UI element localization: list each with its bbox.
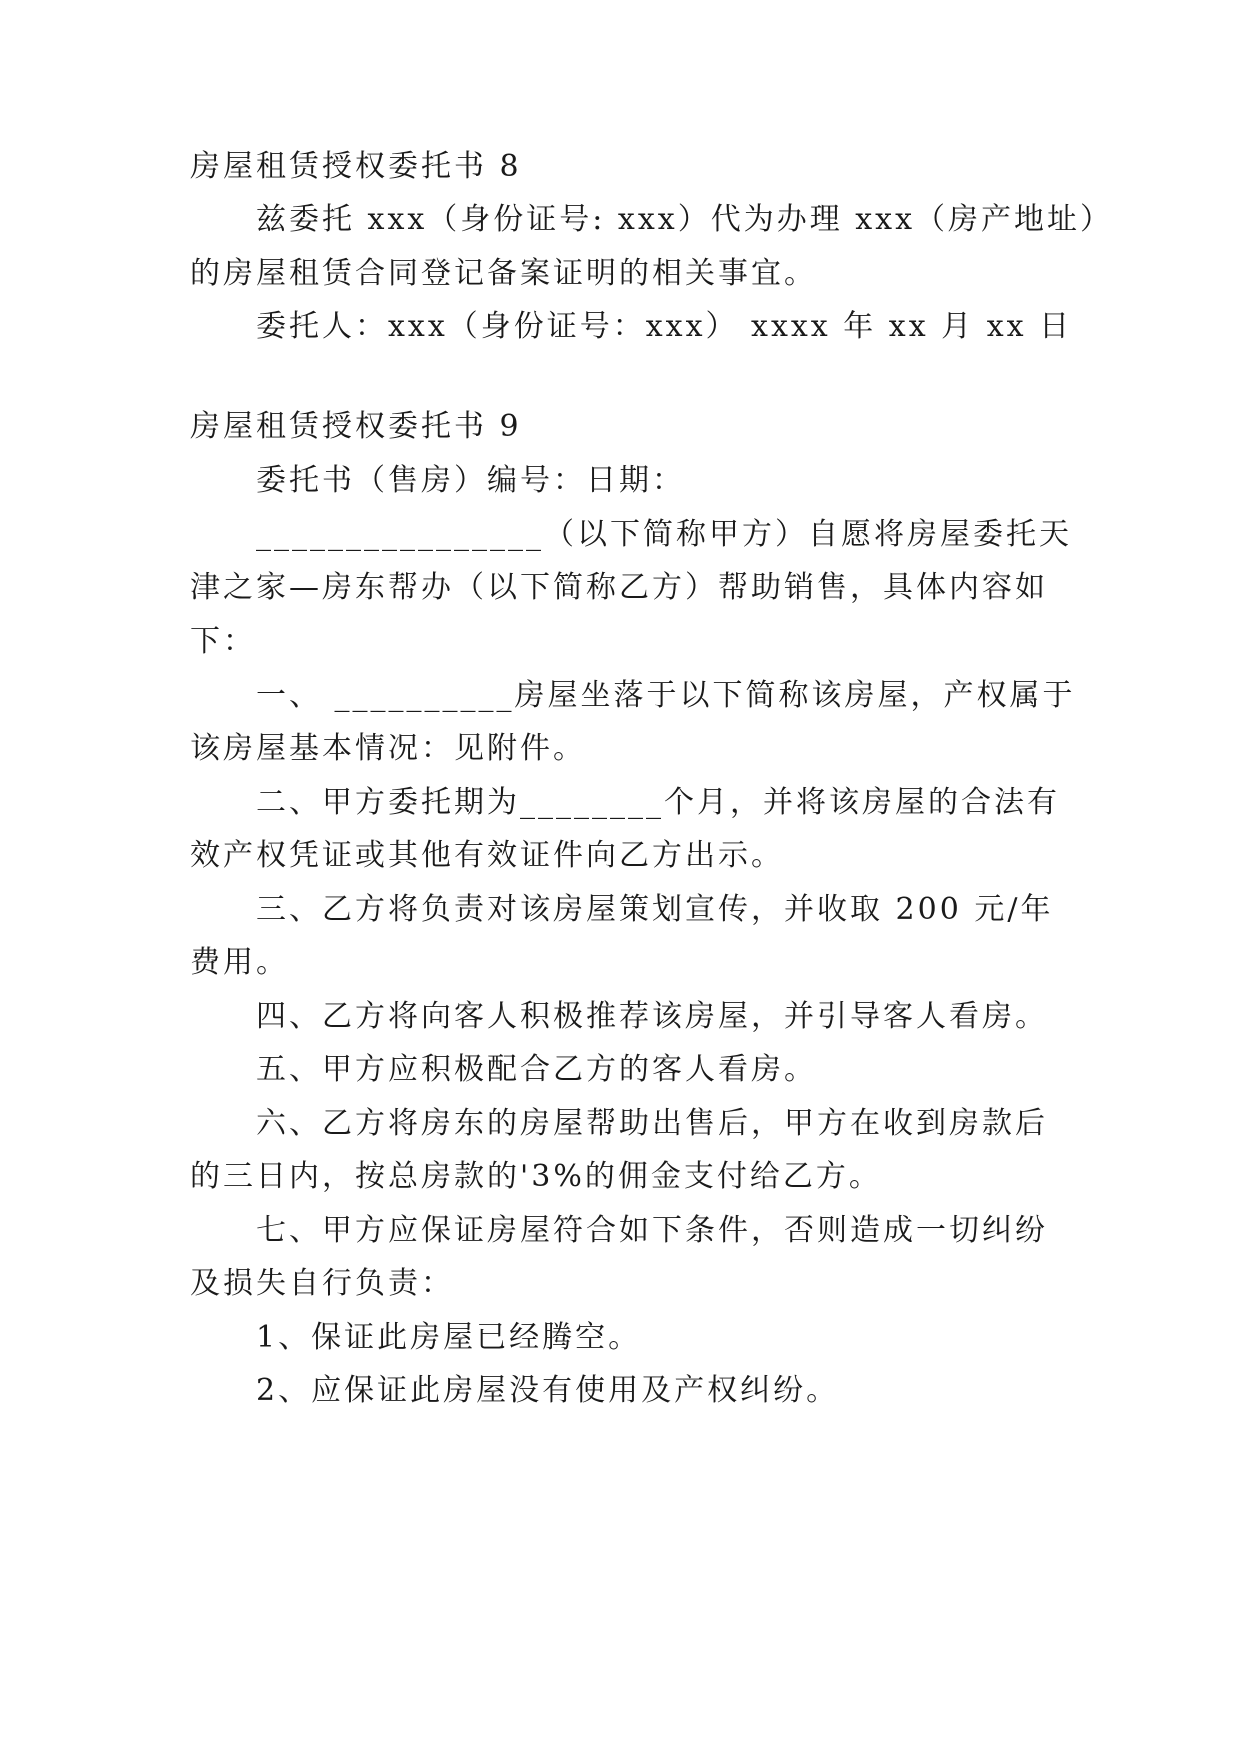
paragraph-line: 兹委托 xxx（身份证号: xxx）代为办理 xxx（房产地址） <box>256 202 1113 237</box>
clause-item-4: 四、乙方将向客人积极推荐该房屋，并引导客人看房。 <box>256 999 1048 1034</box>
clause-item-1: 一、 __________房屋坐落于以下简称该房屋，产权属于 <box>256 678 1076 713</box>
clause-item-6: 六、乙方将房东的房屋帮助出售后，甲方在收到房款后 <box>256 1106 1048 1141</box>
clause-item-3: 三、乙方将负责对该房屋策划宣传，并收取 200 元/年 <box>256 892 1054 927</box>
clause-item-5: 五、甲方应积极配合乙方的客人看房。 <box>256 1052 817 1087</box>
paragraph-line: 该房屋基本情况：见附件。 <box>190 731 586 766</box>
section-title-9: 房屋租赁授权委托书 9 <box>190 409 522 444</box>
signature-line: 委托人：xxx（身份证号：xxx） xxxx 年 xx 月 xx 日 <box>256 309 1073 344</box>
paragraph-line: 费用。 <box>190 945 289 980</box>
condition-item-2: 2、应保证此房屋没有使用及产权纠纷。 <box>256 1373 840 1408</box>
clause-item-7: 七、甲方应保证房屋符合如下条件，否则造成一切纠纷 <box>256 1213 1048 1248</box>
paragraph-line: ________________（以下简称甲方）自愿将房屋委托天 <box>256 517 1072 552</box>
paragraph-line: 的三日内，按总房款的'3%的佣金支付给乙方。 <box>190 1159 882 1194</box>
paragraph-line: 津之家—房东帮办（以下简称乙方）帮助销售，具体内容如 <box>190 570 1048 605</box>
paragraph-line: 的房屋租赁合同登记备案证明的相关事宜。 <box>190 256 817 291</box>
paragraph-line: 效产权凭证或其他有效证件向乙方出示。 <box>190 838 784 873</box>
condition-item-1: 1、保证此房屋已经腾空。 <box>256 1320 642 1355</box>
section-title-8: 房屋租赁授权委托书 8 <box>190 149 522 184</box>
clause-item-2: 二、甲方委托期为________个月，并将该房屋的合法有 <box>256 785 1060 820</box>
header-line: 委托书（售房）编号：日期： <box>256 463 685 498</box>
paragraph-line: 及损失自行负责： <box>190 1266 454 1301</box>
paragraph-line: 下： <box>190 624 256 659</box>
